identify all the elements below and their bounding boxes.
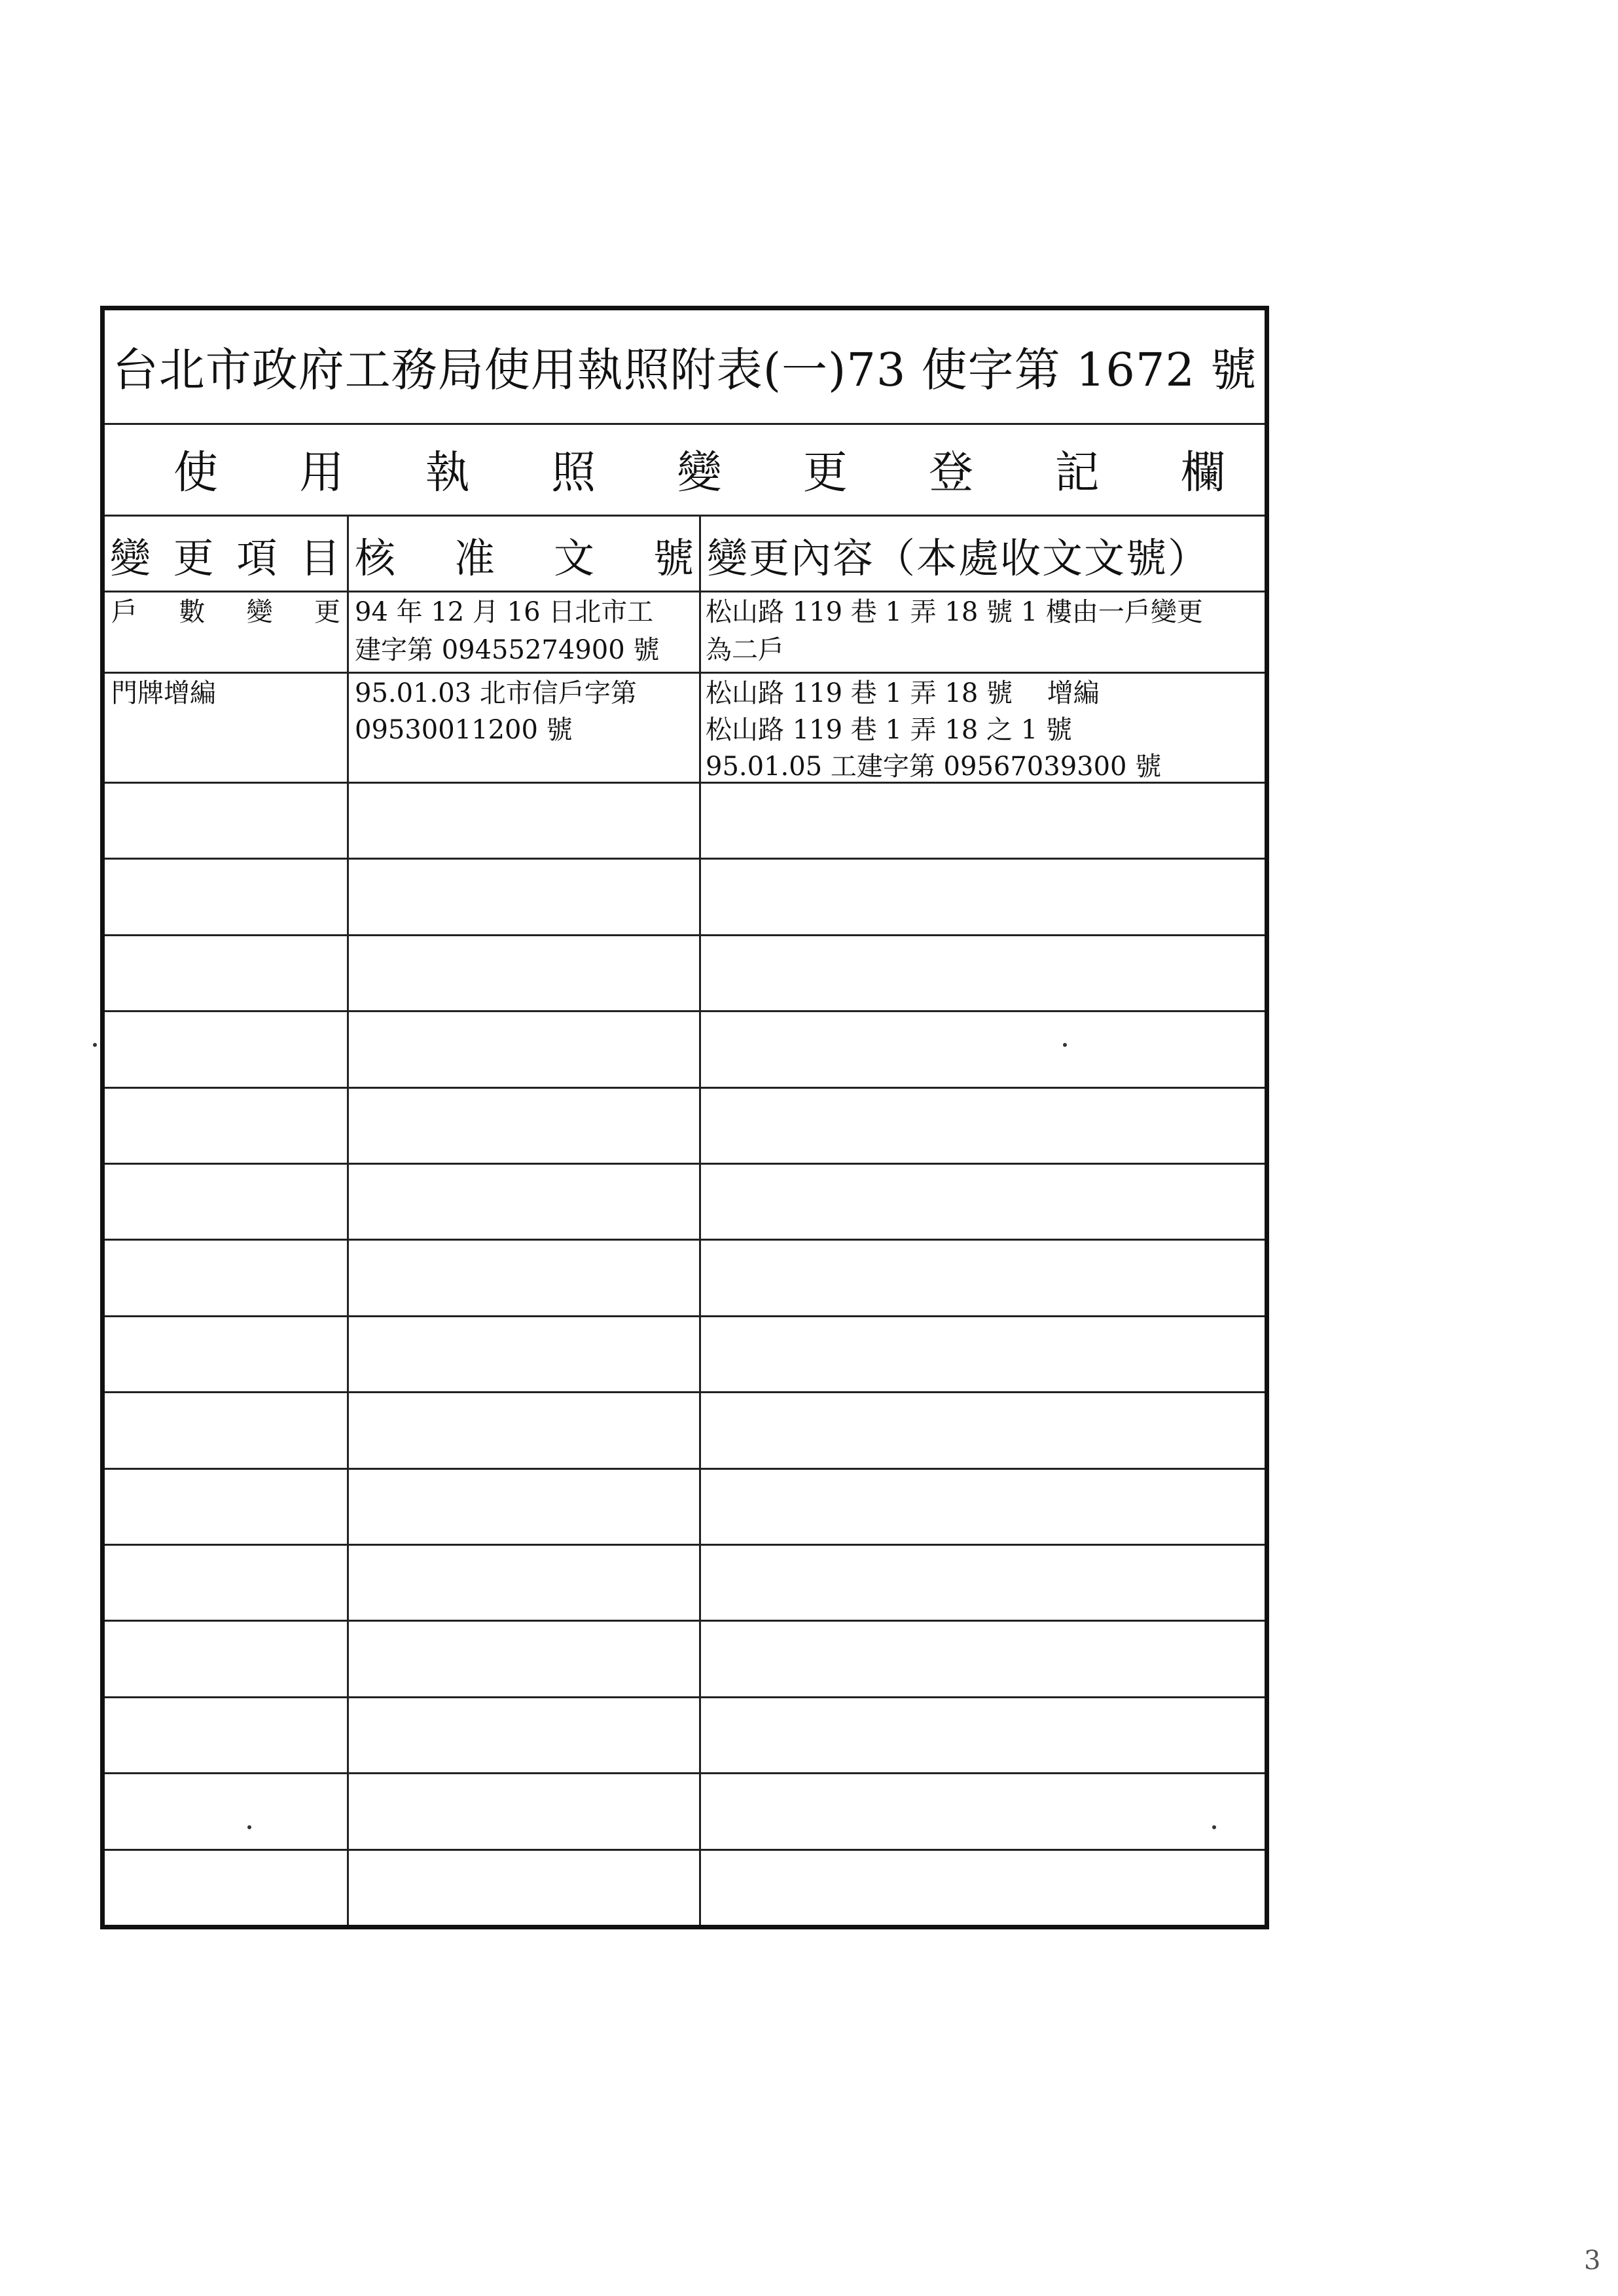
- row2-approval-line1: 95.01.03 北市信戶字第: [355, 678, 637, 708]
- subtitle-char: 用: [299, 447, 344, 499]
- form-subtitle: [173, 425, 1225, 513]
- scan-speck: [1063, 1043, 1067, 1047]
- scan-speck: [247, 1825, 251, 1829]
- subtitle-divider: [105, 515, 1265, 517]
- header-char: 文: [553, 534, 594, 582]
- empty-row-divider: [105, 1620, 1265, 1622]
- subtitle-char: 記: [1054, 447, 1100, 499]
- row1-content-line2: 為二戶: [706, 635, 784, 665]
- empty-row-divider: [105, 858, 1265, 860]
- scan-speck: [93, 1043, 97, 1047]
- subtitle-char: 執: [425, 447, 470, 499]
- row2-content-line2: 松山路 119 巷 1 弄 18 之 1 號: [706, 715, 1072, 745]
- empty-row-divider: [105, 1544, 1265, 1546]
- row2-approval-line2: 09530011200 號: [355, 715, 573, 745]
- item-char: 戶: [111, 597, 137, 627]
- scan-speck: [1212, 1825, 1216, 1829]
- item-char: 更: [314, 597, 340, 627]
- header-char: 更: [173, 534, 214, 582]
- row1-approval-line2: 建字第 09455274900 號: [355, 635, 660, 665]
- header-char: 目: [299, 534, 340, 582]
- empty-row-divider: [105, 1849, 1265, 1851]
- empty-row-divider: [105, 1010, 1265, 1012]
- subtitle-char: 變: [677, 447, 722, 499]
- header-approval-number: [355, 519, 694, 591]
- subtitle-char: 使: [173, 447, 219, 499]
- form-title: 台北市政府工務局使用執照附表(一)73 使字第 1672 號: [112, 342, 1257, 397]
- row1-approval-line1: 94 年 12 月 16 日北市工: [355, 597, 654, 627]
- header-char: 准: [454, 534, 495, 582]
- row1-content-line1: 松山路 119 巷 1 弄 18 號 1 樓由一戶變更: [706, 597, 1203, 627]
- row2-content-line3: 95.01.05 工建字第 09567039300 號: [706, 752, 1162, 782]
- empty-row-divider: [105, 1696, 1265, 1698]
- header-change-content: 變更內容（本處收文文號）: [707, 534, 1210, 582]
- header-item: [110, 519, 340, 591]
- subtitle-char: 登: [929, 447, 974, 499]
- empty-row-divider: [105, 1315, 1265, 1317]
- empty-row-divider: [105, 1239, 1265, 1241]
- subtitle-char: 更: [802, 447, 848, 499]
- subtitle-char: 欄: [1180, 447, 1225, 499]
- header-char: 變: [110, 534, 151, 582]
- row2-content-line1: 松山路 119 巷 1 弄 18 號 增編: [706, 678, 1100, 708]
- row1-item: [111, 593, 340, 631]
- usage-permit-change-form: [100, 306, 1269, 1929]
- empty-row-divider: [105, 1163, 1265, 1165]
- item-char: 數: [179, 597, 206, 627]
- empty-row-divider: [105, 1772, 1265, 1774]
- page-mark: 3: [1584, 2246, 1601, 2276]
- row2-item: 門牌增編: [111, 678, 216, 708]
- empty-row-divider: [105, 1087, 1265, 1089]
- header-char: 項: [236, 534, 278, 582]
- empty-row-divider: [105, 1468, 1265, 1470]
- empty-row-divider: [105, 934, 1265, 936]
- column-divider: [699, 515, 701, 1925]
- subtitle-char: 照: [551, 447, 596, 499]
- header-divider: [105, 591, 1265, 592]
- item-char: 變: [246, 597, 273, 627]
- row-divider: [105, 672, 1265, 674]
- header-char: 核: [355, 534, 396, 582]
- header-char: 號: [653, 534, 694, 582]
- empty-row-divider: [105, 1391, 1265, 1393]
- column-divider: [347, 515, 349, 1925]
